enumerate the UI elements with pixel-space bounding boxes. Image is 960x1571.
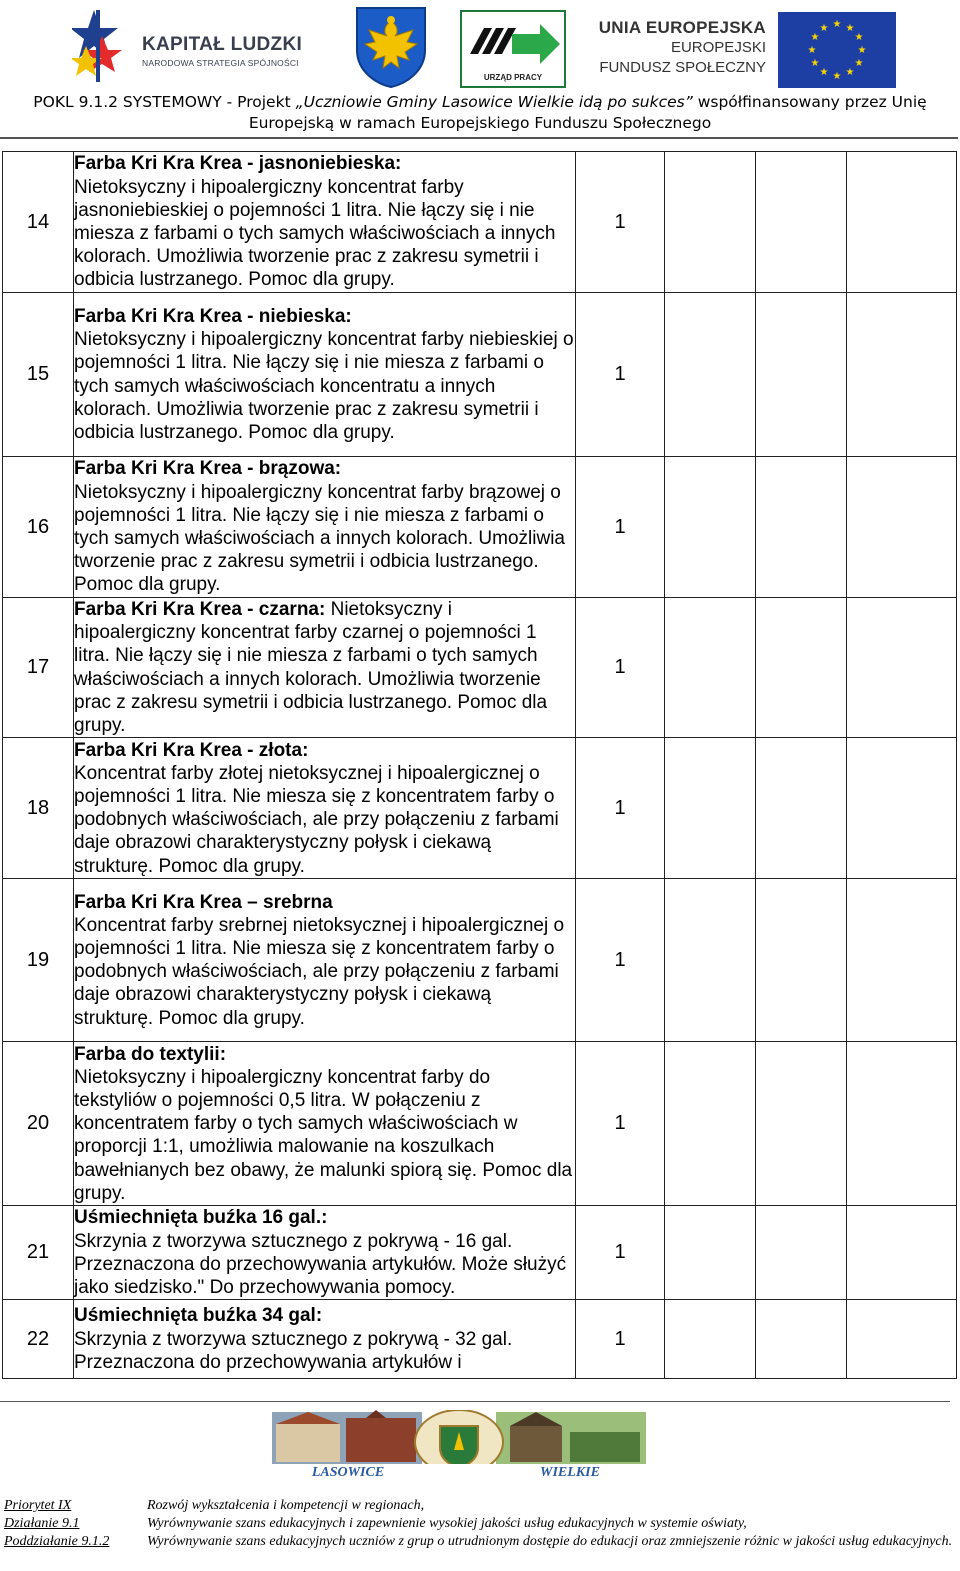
row-title: Farba do textylii: (74, 1043, 227, 1065)
row-description (74, 152, 576, 293)
project-line2: Europejską w ramach Europejskiego Funduszu Społecznego (248, 114, 712, 132)
row-text: Skrzynia z tworzywa sztucznego z pokrywą - 32 gal. Przeznaczona do przechowywania artykułów i (74, 1328, 513, 1373)
project-prefix: POKL 9.1.2 SYSTEMOWY - Projekt (33, 93, 296, 111)
empty-cell (665, 879, 756, 1042)
empty-cell (847, 293, 957, 457)
row-number: 16 (3, 457, 74, 598)
svg-text:★: ★ (857, 45, 867, 56)
table-row (3, 738, 957, 879)
row-text: Nietoksyczny i hipoalergiczny koncentrat farby czarnej o pojemności 1 litra. Nie łączy się i nie miesza z farbami o tych samych właściwościach a innych kolorach. Umożliwia tworzenie prac z zakresu symetrii i odbicia lustrzanego. Pomoc dla grupy. (74, 599, 548, 737)
urzad-pracy-label: URZĄD PRACY (483, 73, 543, 82)
row-title: Farba Kri Kra Krea - brązowa: (74, 458, 342, 480)
row-quantity: 1 (576, 598, 665, 738)
table-row (3, 293, 957, 457)
empty-cell (847, 738, 957, 879)
project-title: „Uczniowie Gminy Lasowice Wielkie idą po sukces” (295, 93, 693, 111)
banner-left-text: LASOWICE (311, 1465, 385, 1480)
footer-subaction: Poddziałanie 9.1.2 (4, 1534, 110, 1549)
row-text: Koncentrat farby srebrnej nietoksycznej i hipoalergicznej o pojemności 1 litra. Nie miesza się z koncentratem farby o podobnych właściwościach, ale przy połączeniu z farbami daje obrazowi charakterystyczny połysk i ciekawą strukturę. Pomoc dla grupy. (74, 914, 565, 1029)
kapital-ludzki-logo (72, 6, 332, 86)
row-quantity: 1 (576, 293, 665, 457)
empty-cell (756, 1206, 847, 1300)
eagle-shield-icon (355, 6, 427, 88)
svg-text:★: ★ (807, 45, 817, 56)
row-number: 14 (3, 152, 74, 293)
row-quantity: 1 (576, 879, 665, 1042)
footer-program-descriptions (147, 1497, 957, 1551)
table-row (3, 598, 957, 738)
project-heading (0, 92, 960, 134)
row-description (74, 598, 576, 738)
row-title: Farba Kri Kra Krea - niebieska: (74, 305, 352, 327)
kapital-ludzki-subtitle: NARODOWA STRATEGIA SPÓJNOŚCI (142, 58, 299, 68)
banner-right-text: WIELKIE (540, 1465, 600, 1480)
empty-cell (756, 1042, 847, 1206)
empty-cell (665, 1042, 756, 1206)
svg-text:★: ★ (832, 71, 842, 82)
row-number: 15 (3, 293, 74, 457)
empty-cell (847, 1042, 957, 1206)
svg-text:★: ★ (832, 19, 842, 30)
empty-cell (665, 152, 756, 293)
eu-flag-stars-icon (778, 12, 896, 88)
row-title: Farba Kri Kra Krea – srebrna (74, 891, 333, 913)
svg-text:★: ★ (819, 23, 829, 34)
row-number: 18 (3, 738, 74, 879)
empty-cell (665, 457, 756, 598)
row-description (74, 738, 576, 879)
table-row (3, 879, 957, 1042)
table-row (3, 457, 957, 598)
empty-cell (665, 1206, 756, 1300)
row-quantity: 1 (576, 152, 665, 293)
header-divider (0, 137, 958, 139)
row-text: Nietoksyczny i hipoalergiczny koncentrat farby jasnoniebieskiej o pojemności 1 litra. Nie łączy się i nie miesza z farbami o tych samych właściwościach a innych kolorach. Umożliwia tworzenie prac z zakresu symetrii i odbicia lustrzanego. Pomoc dla grupy. (74, 176, 556, 291)
row-description (74, 1042, 576, 1206)
kapital-ludzki-star-icon (72, 6, 142, 86)
row-number: 17 (3, 598, 74, 738)
row-text: Skrzynia z tworzywa sztucznego z pokrywą - 16 gal. Przeznaczona do przechowywania artykułów. Może służyć jako siedzisko." Do przechowywania pomocy. (74, 1230, 567, 1298)
svg-text:★: ★ (845, 67, 855, 78)
empty-cell (756, 1300, 847, 1379)
footer-program-codes (4, 1497, 109, 1551)
empty-cell (756, 152, 847, 293)
svg-text:★: ★ (810, 32, 820, 43)
row-number: 20 (3, 1042, 74, 1206)
footer-desc1: Rozwój wykształcenia i kompetencji w regionach, (147, 1498, 425, 1513)
footer-divider (0, 1401, 950, 1402)
row-description (74, 293, 576, 457)
row-text: Koncentrat farby złotej nietoksycznej i hipoalergicznej o pojemności 1 litra. Nie miesza się z koncentratem farby o podobnych właściwościach, ale przy połączeniu z farbami daje obrazowi charakterystyczny połysk i ciekawą strukturę. Pomoc dla grupy. (74, 762, 559, 877)
empty-cell (665, 293, 756, 457)
table-row (3, 1042, 957, 1206)
svg-text:★: ★ (845, 23, 855, 34)
empty-cell (847, 1206, 957, 1300)
eu-flag (778, 12, 896, 93)
lasowice-wielkie-banner (270, 1410, 648, 1485)
eu-line2: EUROPEJSKI (670, 39, 766, 56)
row-text: Nietoksyczny i hipoalergiczny koncentrat farby brązowej o pojemności 1 litra. Nie łączy się i nie miesza z farbami o tych samych właściwościach a innych kolorach. Umożliwia tworzenie prac z zakresu symetrii i odbicia lustrzanego. Pomoc dla grupy. (74, 481, 566, 596)
svg-text:★: ★ (819, 67, 829, 78)
empty-cell (847, 879, 957, 1042)
row-title: Farba Kri Kra Krea - jasnoniebieska: (74, 153, 402, 175)
urzad-pracy-arrow-icon (462, 16, 564, 72)
row-quantity: 1 (576, 1042, 665, 1206)
empty-cell (847, 152, 957, 293)
eu-line1: UNIA EUROPEJSKA (598, 18, 766, 37)
svg-text:★: ★ (854, 58, 864, 69)
row-quantity: 1 (576, 1206, 665, 1300)
row-title: Uśmiechnięta buźka 34 gal: (74, 1305, 323, 1327)
row-description (74, 1206, 576, 1300)
svg-text:★: ★ (854, 32, 864, 43)
row-text: Nietoksyczny i hipoalergiczny koncentrat farby do tekstyliów o pojemności 0,5 litra. W połączeniu z koncentratem farby o tych samych właściwościach w proporcji 1:1, umożliwia malowanie na koszulkach bawełnianych bez obawy, że malunki spiorą się. Pomoc dla grupy. (74, 1066, 573, 1204)
empty-cell (756, 457, 847, 598)
municipality-banner-image (270, 1410, 648, 1480)
footer-action: Działanie 9.1 (4, 1516, 80, 1531)
empty-cell (665, 598, 756, 738)
row-text: Nietoksyczny i hipoalergiczny koncentrat farby niebieskiej o pojemności 1 litra. Nie łączy się i nie miesza z farbami o tych samych właściwościach koncentratu a innych kolorach. Umożliwia tworzenie prac z zakresu symetrii i odbicia lustrzanego. Pomoc dla grupy. (74, 329, 574, 443)
row-title: Uśmiechnięta buźka 16 gal.: (74, 1207, 328, 1229)
table-row (3, 152, 957, 293)
header-logos (0, 0, 960, 92)
eu-line3: FUNDUSZ SPOŁECZNY (599, 59, 766, 76)
row-description (74, 879, 576, 1042)
empty-cell (756, 293, 847, 457)
row-quantity: 1 (576, 738, 665, 879)
footer-desc2: Wyrównywanie szans edukacyjnych i zapewnienie wysokiej jakości usług edukacyjnych w systemie oświaty, (147, 1516, 747, 1531)
table-row (3, 1300, 957, 1379)
footer-desc3: Wyrównywanie szans edukacyjnych uczniów z grup o utrudnionym dostępie do edukacji oraz zmniejszenie różnic w jakości usług edukacyjnych. (147, 1534, 953, 1549)
empty-cell (847, 598, 957, 738)
empty-cell (756, 598, 847, 738)
urzad-pracy-logo (460, 10, 566, 88)
footer-priority: Priorytet IX (4, 1498, 72, 1513)
row-description (74, 457, 576, 598)
empty-cell (756, 738, 847, 879)
empty-cell (847, 1300, 957, 1379)
kapital-ludzki-title: KAPITAŁ LUDZKI (142, 34, 303, 55)
row-title: Farba Kri Kra Krea - złota: (74, 739, 309, 761)
eu-efs-logo-text (596, 18, 766, 78)
items-table (2, 151, 957, 1379)
table-row (3, 1206, 957, 1300)
row-number: 22 (3, 1300, 74, 1379)
svg-text:★: ★ (810, 58, 820, 69)
row-title: Farba Kri Kra Krea - czarna: (74, 599, 326, 620)
row-quantity: 1 (576, 1300, 665, 1379)
row-description (74, 1300, 576, 1379)
empty-cell (756, 879, 847, 1042)
silesian-eagle-coat-of-arms (355, 6, 427, 93)
empty-cell (665, 738, 756, 879)
empty-cell (847, 457, 957, 598)
empty-cell (665, 1300, 756, 1379)
row-number: 21 (3, 1206, 74, 1300)
row-quantity: 1 (576, 457, 665, 598)
row-number: 19 (3, 879, 74, 1042)
project-suffix: współfinansowany przez Unię (692, 93, 927, 111)
